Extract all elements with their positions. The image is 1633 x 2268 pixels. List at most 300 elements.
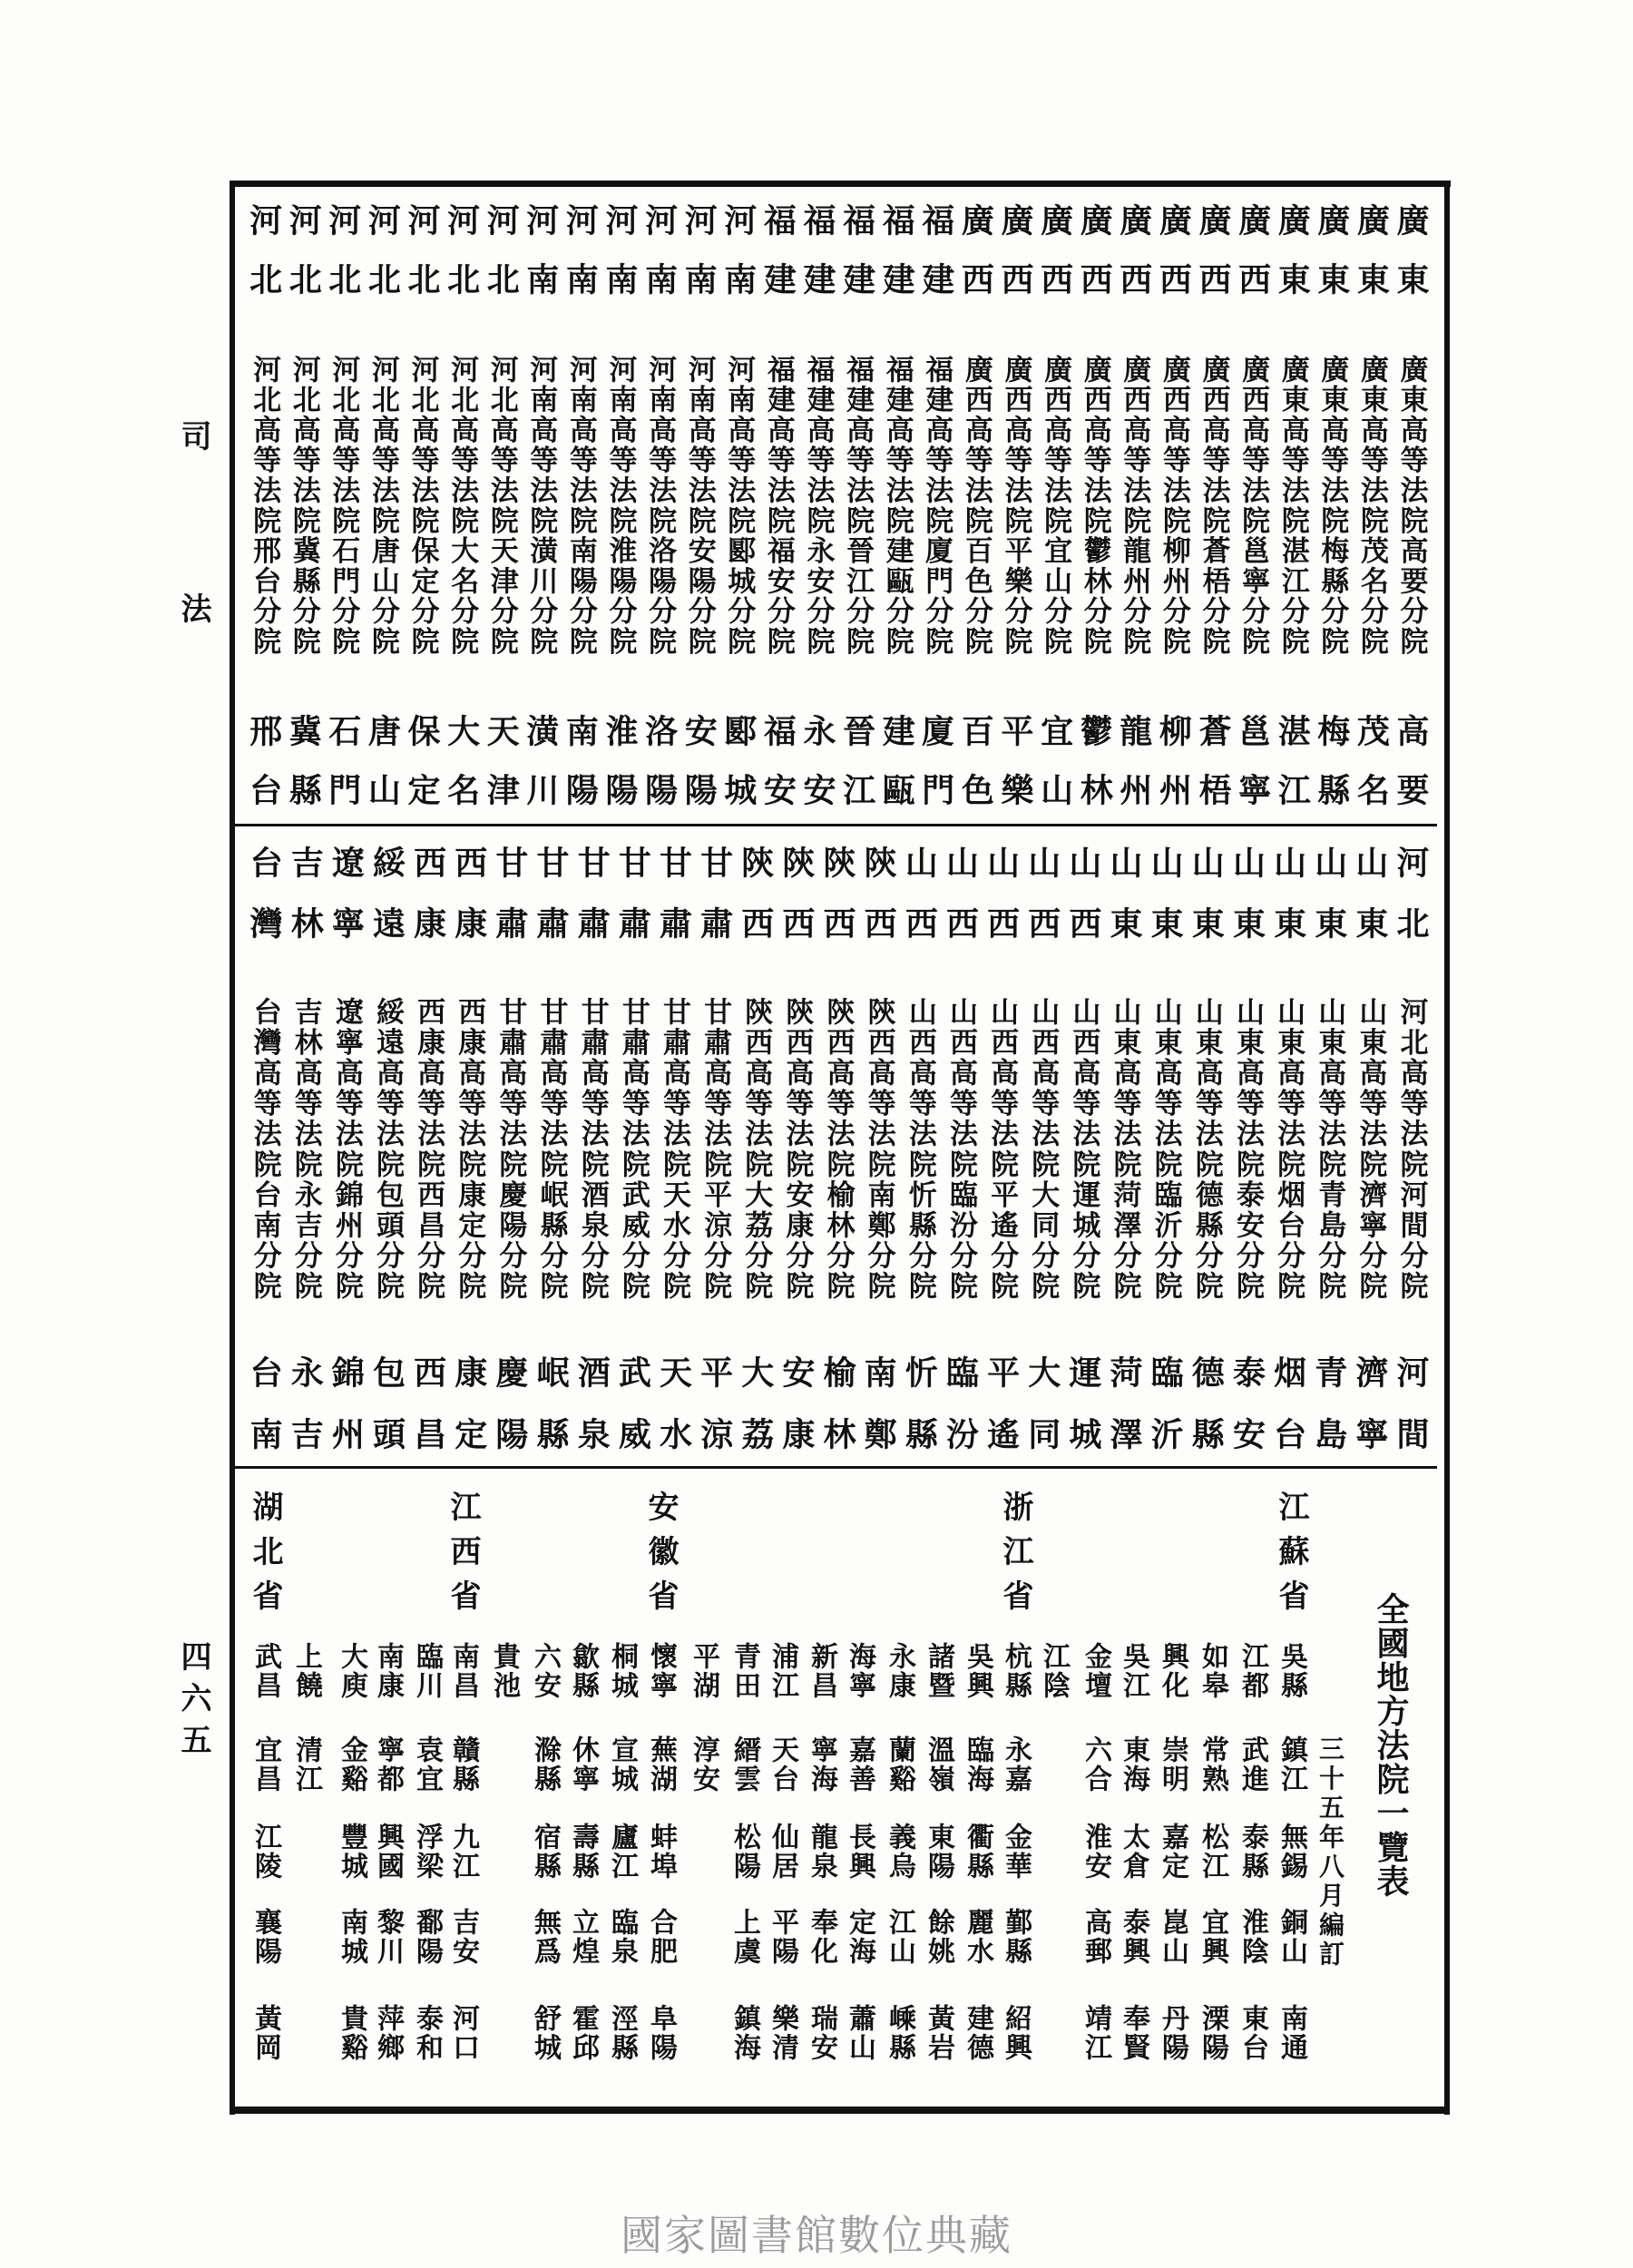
province-cell: 河北: [442, 203, 481, 321]
location-cell: 冀縣: [284, 714, 323, 832]
location-cell: 青島: [1309, 1355, 1348, 1479]
location-cell: 慶陽: [490, 1355, 529, 1479]
district-court-entry: 縉雲: [728, 1735, 760, 1794]
court-name-cell: 河北高等法院天津分院: [484, 355, 518, 657]
district-court-entry: 桐城: [606, 1642, 638, 1700]
location-cell: 濟寧: [1350, 1355, 1389, 1479]
province-cell: 廣西: [1194, 203, 1232, 321]
district-court-entry: 奉賢: [1118, 2004, 1149, 2062]
district-court-entry: 舒城: [529, 2004, 561, 2062]
province-cell: 吉林: [286, 846, 325, 967]
location-cell: 龍州: [1114, 714, 1153, 832]
court-name-cell: 西康高等法院康定分院: [453, 997, 486, 1302]
location-cell: 鬱林: [1075, 714, 1114, 832]
district-court-entry: 平陽: [767, 1908, 798, 1966]
district-court-entry: 豐城: [336, 1823, 367, 1881]
district-court-entry: 宜興: [1197, 1908, 1228, 1966]
district-court-entry: 東陽: [923, 1823, 954, 1881]
location-cell: 安康: [777, 1355, 816, 1479]
location-cell: 潢川: [521, 714, 560, 832]
court-name-cell: 陝西高等法院榆林分院: [821, 997, 855, 1302]
court-name-cell: 山東高等法院臨沂分院: [1149, 997, 1182, 1302]
district-court-entry: 嘉定: [1157, 1823, 1188, 1881]
district-court-entry: 樂清: [767, 2004, 798, 2062]
district-court-entry: 嵊縣: [884, 2004, 915, 2062]
district-court-entry: 麗水: [962, 1908, 993, 1966]
province-cell: 廣東: [1273, 203, 1312, 321]
district-court-entry: 貴谿: [336, 2004, 367, 2062]
court-name-cell: 廣西高等法院柳州分院: [1157, 355, 1190, 657]
court-name-cell: 綏遠高等法院包頭分院: [371, 997, 404, 1302]
district-court-entry: 平湖: [688, 1642, 719, 1700]
frame-bottom-rule: [230, 2107, 1450, 2114]
province-cell: 河南: [719, 203, 758, 321]
province-cell: 山西: [1022, 846, 1061, 967]
court-name-cell: 福建高等法院廈門分院: [920, 355, 953, 657]
court-name-cell: 山東高等法院德縣分院: [1189, 997, 1223, 1302]
district-court-entry: 江山: [884, 1908, 915, 1966]
court-name-cell: 河北高等法院河間分院: [1394, 997, 1428, 1302]
location-cell: 南陽: [561, 714, 600, 832]
province-cell: 山東: [1146, 846, 1185, 967]
province-cell: 山東: [1227, 846, 1266, 967]
court-name-cell: 河南高等法院潢川分院: [524, 355, 558, 657]
court-name-cell: 甘肅高等法院酒泉分院: [575, 997, 609, 1302]
province-cell: 福建: [798, 203, 836, 321]
province-cell: 甘肅: [572, 846, 611, 967]
province-cell: 廣東: [1352, 203, 1391, 321]
table-title: 全國地方法院一覽表: [1372, 1592, 1410, 1899]
district-court-entry: 永康: [884, 1642, 915, 1700]
court-name-cell: 山東高等法院濟寧分院: [1354, 997, 1387, 1302]
court-name-cell: 遼寧高等法院錦州分院: [329, 997, 363, 1302]
location-cell: 泰安: [1227, 1355, 1266, 1479]
court-name-cell: 山西高等法院大同分院: [1026, 997, 1060, 1302]
court-name-cell: 山東高等法院烟台分院: [1272, 997, 1305, 1302]
location-cell: 湛江: [1273, 714, 1312, 832]
district-court-entry: 鄱陽: [411, 1908, 443, 1966]
frame-left-rule: [230, 181, 235, 2115]
district-court-entry: 臨川: [411, 1642, 443, 1700]
province-cell: 廣西: [956, 203, 995, 321]
district-court-entry: 嘉善: [844, 1735, 875, 1794]
province-cell: 山東: [1105, 846, 1144, 967]
district-court-entry: 如皋: [1197, 1642, 1228, 1700]
court-name-cell: 山西高等法院臨汾分院: [944, 997, 977, 1302]
location-cell: 天津: [482, 714, 521, 832]
district-court-entry: 無錫: [1276, 1823, 1307, 1881]
district-court-entry: 江陰: [1038, 1642, 1070, 1700]
location-cell: 石門: [323, 714, 362, 832]
province-cell: 甘肅: [613, 846, 652, 967]
location-cell: 晉江: [837, 714, 876, 832]
location-cell: 福安: [758, 714, 797, 832]
frame-top-rule: [230, 181, 1451, 187]
court-name-cell: 甘肅高等法院平涼分院: [699, 997, 732, 1302]
province-cell: 西康: [408, 846, 447, 967]
province-cell: 河南: [561, 203, 600, 321]
district-court-entry: 銅山: [1276, 1908, 1307, 1966]
province-cell: 遼寧: [327, 846, 366, 967]
district-court-entry: 溫嶺: [923, 1735, 954, 1794]
province-cell: 陝西: [777, 846, 816, 967]
province-cell: 山西: [900, 846, 939, 967]
location-cell: 淮陽: [601, 714, 639, 832]
district-court-entry: 淮陰: [1237, 1908, 1268, 1966]
province-cell: 河北: [363, 203, 402, 321]
district-court-entry: 仙居: [767, 1823, 798, 1881]
province-heading: 江西省: [445, 1491, 481, 1624]
district-court-entry: 黎川: [372, 1908, 404, 1966]
court-name-cell: 河北高等法院邢台分院: [248, 355, 281, 657]
court-name-cell: 廣東高等法院湛江分院: [1276, 355, 1309, 657]
court-name-cell: 河北高等法院冀縣分院: [287, 355, 320, 657]
court-name-cell: 陝西高等法院安康分院: [780, 997, 814, 1302]
district-court-entry: 南城: [336, 1908, 367, 1966]
district-court-entry: 上饒: [290, 1642, 322, 1700]
province-cell: 廣西: [1114, 203, 1153, 321]
province-cell: 山東: [1350, 846, 1389, 967]
district-court-entry: 寧都: [372, 1735, 404, 1794]
district-court-entry: 太倉: [1118, 1823, 1149, 1881]
district-court-entry: 合肥: [645, 1908, 677, 1966]
court-name-cell: 西康高等法院西昌分院: [412, 997, 445, 1302]
district-court-entry: 淳安: [688, 1735, 719, 1794]
court-name-cell: 河南高等法院安陽分院: [682, 355, 716, 657]
district-court-entry: 九江: [447, 1823, 479, 1881]
province-cell: 福建: [758, 203, 797, 321]
court-name-cell: 甘肅高等法院慶陽分院: [494, 997, 527, 1302]
district-court-entry: 江陵: [249, 1823, 281, 1881]
province-cell: 陝西: [736, 846, 775, 967]
province-cell: 河北: [284, 203, 323, 321]
district-court-entry: 黃岡: [249, 2004, 281, 2062]
location-cell: 運城: [1063, 1355, 1102, 1479]
page-number: 四六五: [175, 1640, 211, 1765]
district-court-entry: 貴池: [488, 1642, 520, 1700]
district-court-entry: 南通: [1276, 2004, 1307, 2062]
district-court-entry: 泰興: [1118, 1908, 1149, 1966]
district-court-entry: 無爲: [529, 1908, 561, 1966]
court-name-cell: 廣西高等法院宜山分院: [1039, 355, 1072, 657]
district-court-entry: 吳縣: [1276, 1642, 1307, 1700]
district-court-entry: 蕭山: [844, 2004, 875, 2062]
court-name-cell: 廣西高等法院百色分院: [959, 355, 993, 657]
district-court-entry: 滁縣: [529, 1735, 561, 1794]
province-heading: 江蘇省: [1273, 1491, 1309, 1624]
district-court-entry: 金谿: [336, 1735, 367, 1794]
location-cell: 包頭: [367, 1355, 406, 1479]
province-cell: 廣西: [1233, 203, 1272, 321]
district-court-entry: 壽縣: [567, 1823, 599, 1881]
location-cell: 保定: [403, 714, 441, 832]
location-cell: 郾城: [719, 714, 758, 832]
district-court-entry: 紹興: [1000, 2004, 1032, 2062]
location-cell: 洛陽: [640, 714, 679, 832]
district-court-entry: 上虞: [728, 1908, 760, 1966]
location-cell: 忻縣: [900, 1355, 939, 1479]
district-court-entry: 懷寧: [645, 1642, 677, 1700]
district-court-entry: 涇縣: [606, 2004, 638, 2062]
table-edition-date: 三十五年八月編訂: [1315, 1735, 1345, 1970]
court-name-cell: 山東高等法院泰安分院: [1230, 997, 1264, 1302]
district-court-entry: 六合: [1080, 1735, 1111, 1794]
district-court-entry: 南康: [372, 1642, 404, 1700]
district-court-entry: 丹陽: [1157, 2004, 1188, 2062]
court-name-cell: 福建高等法院永安分院: [801, 355, 835, 657]
province-cell: 台灣: [245, 846, 284, 967]
court-name-cell: 河南高等法院南陽分院: [563, 355, 597, 657]
district-court-entry: 松江: [1197, 1823, 1228, 1881]
district-court-entry: 袁宜: [411, 1735, 443, 1794]
district-court-entry: 吉安: [447, 1908, 479, 1966]
province-cell: 福建: [916, 203, 955, 321]
district-court-entry: 海寧: [844, 1642, 875, 1700]
district-court-entry: 宜昌: [249, 1735, 281, 1794]
court-name-cell: 山西高等法院忻縣分院: [903, 997, 936, 1302]
province-cell: 山東: [1268, 846, 1307, 967]
district-court-entry: 天台: [767, 1735, 798, 1794]
location-cell: 臨沂: [1146, 1355, 1185, 1479]
court-name-cell: 吉林高等法院永吉分院: [288, 997, 322, 1302]
location-cell: 茂名: [1352, 714, 1391, 832]
court-name-cell: 福建高等法院晉江分院: [841, 355, 875, 657]
district-court-entry: 宿縣: [529, 1823, 561, 1881]
court-name-cell: 山西高等法院平遙分院: [985, 997, 1019, 1302]
district-court-entry: 宣城: [606, 1735, 638, 1794]
district-court-entry: 長興: [844, 1823, 875, 1881]
district-court-entry: 臨泉: [606, 1908, 638, 1966]
court-name-cell: 河北高等法院大名分院: [445, 355, 479, 657]
district-court-entry: 襄陽: [249, 1908, 281, 1966]
court-name-cell: 河南高等法院洛陽分院: [643, 355, 677, 657]
province-cell: 山東: [1309, 846, 1348, 967]
district-court-entry: 靖江: [1080, 2004, 1111, 2062]
location-cell: 平涼: [695, 1355, 734, 1479]
district-court-entry: 武進: [1237, 1735, 1268, 1794]
court-name-cell: 廣西高等法院邕寧分院: [1237, 355, 1270, 657]
district-court-entry: 金華: [1000, 1823, 1032, 1881]
district-court-entry: 定海: [844, 1908, 875, 1966]
province-cell: 廣西: [1075, 203, 1114, 321]
location-cell: 河間: [1392, 1355, 1430, 1479]
location-cell: 南鄭: [859, 1355, 898, 1479]
district-court-entry: 淮安: [1080, 1823, 1111, 1881]
district-court-entry: 鄞縣: [1000, 1908, 1032, 1966]
district-court-entry: 新昌: [806, 1642, 837, 1700]
district-court-entry: 奉化: [806, 1908, 837, 1966]
location-cell: 德縣: [1187, 1355, 1226, 1479]
court-name-cell: 甘肅高等法院武威分院: [616, 997, 650, 1302]
location-cell: 建甌: [877, 714, 916, 832]
province-cell: 綏遠: [367, 846, 406, 967]
province-cell: 廣西: [1035, 203, 1074, 321]
location-cell: 平樂: [996, 714, 1034, 832]
library-watermark: 國家圖書館數位典藏: [621, 2211, 1012, 2260]
district-court-entry: 南昌: [447, 1642, 479, 1700]
province-cell: 廣東: [1312, 203, 1351, 321]
district-court-entry: 浦江: [767, 1642, 798, 1700]
district-court-entry: 高郵: [1080, 1908, 1111, 1966]
location-cell: 錦州: [327, 1355, 366, 1479]
province-cell: 甘肅: [695, 846, 734, 967]
province-cell: 甘肅: [490, 846, 529, 967]
court-name-cell: 廣西高等法院蒼梧分院: [1197, 355, 1230, 657]
district-court-entry: 崇明: [1157, 1735, 1188, 1794]
court-name-cell: 陝西高等法院大荔分院: [739, 997, 773, 1302]
district-court-entry: 東海: [1118, 1735, 1149, 1794]
district-court-entry: 鎮海: [728, 2004, 760, 2062]
location-cell: 菏澤: [1105, 1355, 1144, 1479]
location-cell: 岷縣: [532, 1355, 571, 1479]
district-court-entry: 松陽: [728, 1823, 760, 1881]
district-court-entry: 六安: [529, 1642, 561, 1700]
province-heading: 安徽省: [642, 1491, 679, 1624]
location-cell: 武威: [613, 1355, 652, 1479]
district-court-entry: 鎮江: [1276, 1735, 1307, 1794]
location-cell: 廈門: [916, 714, 955, 832]
province-cell: 廣西: [996, 203, 1034, 321]
province-cell: 河北: [482, 203, 521, 321]
province-cell: 西康: [449, 846, 488, 967]
province-cell: 陝西: [859, 846, 898, 967]
province-heading: 浙江省: [997, 1491, 1033, 1624]
province-cell: 河北: [1392, 846, 1430, 967]
location-cell: 蒼梧: [1194, 714, 1232, 832]
district-court-entry: 江都: [1237, 1642, 1268, 1700]
location-cell: 酒泉: [572, 1355, 611, 1479]
district-court-entry: 蘭谿: [884, 1735, 915, 1794]
location-cell: 西昌: [408, 1355, 447, 1479]
district-court-entry: 義烏: [884, 1823, 915, 1881]
court-name-cell: 廣西高等法院鬱林分院: [1078, 355, 1111, 657]
district-court-entry: 吳江: [1118, 1642, 1149, 1700]
court-name-cell: 廣東高等法院高要分院: [1394, 355, 1428, 657]
district-court-entry: 泰縣: [1237, 1823, 1268, 1881]
district-court-entry: 蕪湖: [645, 1735, 677, 1794]
district-court-entry: 歙縣: [567, 1642, 599, 1700]
province-cell: 甘肅: [654, 846, 693, 967]
location-cell: 百色: [956, 714, 995, 832]
district-court-entry: 杭縣: [1000, 1642, 1032, 1700]
location-cell: 大荔: [736, 1355, 775, 1479]
district-court-entry: 建德: [962, 2004, 993, 2062]
court-name-cell: 台灣高等法院台南分院: [248, 997, 281, 1302]
court-name-cell: 河北高等法院石門分院: [327, 355, 360, 657]
province-cell: 河南: [521, 203, 560, 321]
location-cell: 康定: [449, 1355, 488, 1479]
district-court-entry: 龍泉: [806, 1823, 837, 1881]
district-court-entry: 泰和: [411, 2004, 443, 2062]
district-court-entry: 大庾: [336, 1642, 367, 1700]
location-cell: 大名: [442, 714, 481, 832]
province-cell: 山西: [1063, 846, 1102, 967]
province-cell: 福建: [837, 203, 876, 321]
court-name-cell: 山東高等法院菏澤分院: [1108, 997, 1141, 1302]
district-court-entry: 瑞安: [806, 2004, 837, 2062]
location-cell: 邢台: [244, 714, 283, 832]
province-heading: 湖北省: [247, 1491, 283, 1624]
district-court-entry: 休寧: [567, 1735, 599, 1794]
location-cell: 永吉: [286, 1355, 325, 1479]
location-cell: 柳州: [1154, 714, 1193, 832]
location-cell: 高要: [1392, 714, 1430, 832]
district-court-entry: 贛縣: [447, 1735, 479, 1794]
district-court-entry: 清江: [290, 1735, 322, 1794]
district-court-entry: 興化: [1157, 1642, 1188, 1700]
district-court-entry: 諸暨: [923, 1642, 954, 1700]
district-court-entry: 吳興: [962, 1642, 993, 1700]
location-cell: 唐山: [363, 714, 402, 832]
location-cell: 梅縣: [1312, 714, 1351, 832]
district-court-entry: 蚌埠: [645, 1823, 677, 1881]
province-cell: 福建: [877, 203, 916, 321]
location-cell: 天水: [654, 1355, 693, 1479]
province-cell: 陝西: [818, 846, 857, 967]
province-cell: 河南: [640, 203, 679, 321]
district-court-entry: 青田: [728, 1642, 760, 1700]
district-court-entry: 金壇: [1080, 1642, 1111, 1700]
court-name-cell: 河北高等法院唐山分院: [366, 355, 399, 657]
province-cell: 河北: [323, 203, 362, 321]
district-court-entry: 黃岩: [923, 2004, 954, 2062]
court-name-cell: 山西高等法院運城分院: [1067, 997, 1100, 1302]
location-cell: 宜山: [1035, 714, 1074, 832]
province-cell: 河南: [680, 203, 719, 321]
province-cell: 山西: [982, 846, 1021, 967]
location-cell: 永安: [798, 714, 836, 832]
location-cell: 榆林: [818, 1355, 857, 1479]
margin-section-label-bottom: 法: [175, 592, 211, 623]
province-cell: 甘肅: [532, 846, 571, 967]
location-cell: 台南: [245, 1355, 284, 1479]
court-name-cell: 陝西高等法院南鄭分院: [862, 997, 895, 1302]
court-name-cell: 河南高等法院郾城分院: [722, 355, 756, 657]
location-cell: 臨汾: [941, 1355, 980, 1479]
district-court-entry: 寧海: [806, 1735, 837, 1794]
court-name-cell: 福建高等法院福安分院: [761, 355, 795, 657]
province-cell: 山東: [1187, 846, 1226, 967]
district-court-entry: 崑山: [1157, 1908, 1188, 1966]
province-cell: 廣西: [1154, 203, 1193, 321]
province-cell: 河北: [403, 203, 441, 321]
location-cell: 平遙: [982, 1355, 1021, 1479]
location-cell: 安陽: [680, 714, 719, 832]
district-court-entry: 興國: [372, 1823, 404, 1881]
district-court-entry: 廬江: [606, 1823, 638, 1881]
court-name-cell: 河南高等法院淮陽分院: [603, 355, 637, 657]
province-cell: 山西: [941, 846, 980, 967]
district-court-entry: 常熟: [1197, 1735, 1228, 1794]
frame-right-rule: [1444, 181, 1450, 2115]
district-court-entry: 臨海: [962, 1735, 993, 1794]
district-court-entry: 餘姚: [923, 1908, 954, 1966]
court-name-cell: 山東高等法院青島分院: [1313, 997, 1346, 1302]
district-court-entry: 河口: [447, 2004, 479, 2062]
margin-section-label-top: 司: [175, 420, 211, 451]
district-court-entry: 萍鄉: [372, 2004, 404, 2062]
court-name-cell: 廣東高等法院茂名分院: [1354, 355, 1388, 657]
district-court-entry: 阜陽: [645, 2004, 677, 2062]
court-name-cell: 甘肅高等法院岷縣分院: [534, 997, 568, 1302]
district-court-entry: 霍邱: [567, 2004, 599, 2062]
location-cell: 大同: [1022, 1355, 1061, 1479]
court-name-cell: 廣東高等法院梅縣分院: [1315, 355, 1349, 657]
district-court-entry: 溧陽: [1197, 2004, 1228, 2062]
court-name-cell: 廣西高等法院龍州分院: [1118, 355, 1151, 657]
province-cell: 河南: [601, 203, 639, 321]
district-court-entry: 東台: [1237, 2004, 1268, 2062]
